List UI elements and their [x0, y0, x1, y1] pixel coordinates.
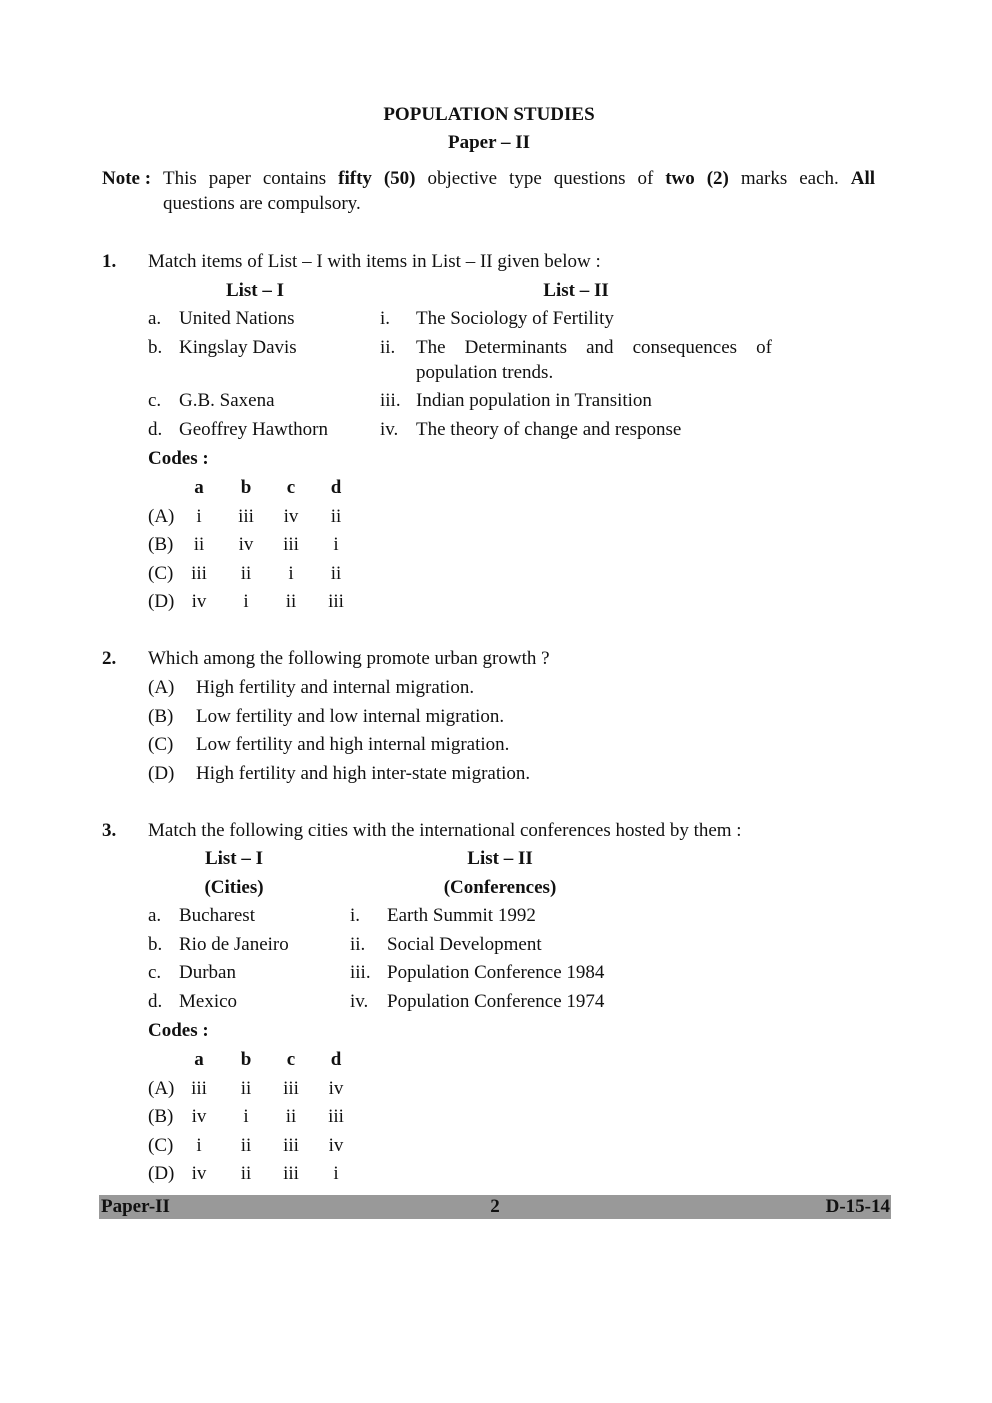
list-2-key: i. — [380, 308, 391, 329]
note-text: marks each. — [728, 168, 851, 189]
code-value: iii — [328, 1106, 344, 1128]
list-1-key: d. — [148, 991, 163, 1012]
question-text: Match items of List – I with items in List – II given below : — [148, 251, 601, 272]
codes-column-header: d — [330, 1049, 342, 1070]
paper-subtitle: Paper – II — [448, 132, 530, 153]
note-text: objective type questions of — [415, 168, 666, 189]
code-value: iii — [283, 1077, 299, 1099]
option-label: (B) — [148, 705, 174, 727]
list-1-item: G.B. Saxena — [179, 390, 275, 411]
page-footer — [99, 1195, 891, 1219]
question-number: 2. — [102, 648, 117, 669]
list-1-key: b. — [148, 337, 163, 358]
question-text: Which among the following promote urban growth ? — [148, 648, 550, 669]
codes-column-header: a — [194, 1049, 204, 1070]
code-option: (D) — [148, 1163, 175, 1185]
list-1-item: Durban — [179, 962, 236, 983]
list-2-item: Population Conference 1984 — [387, 962, 605, 983]
footer-page-number: 2 — [490, 1196, 500, 1217]
code-value: iii — [191, 1077, 207, 1099]
code-value: iv — [238, 534, 254, 556]
list-1-key: d. — [148, 419, 163, 440]
list-1-item: Bucharest — [179, 905, 255, 926]
code-option: (C) — [148, 562, 174, 584]
codes-column-header: c — [286, 477, 296, 498]
option-text: Low fertility and low internal migration. — [196, 705, 505, 727]
code-value: ii — [285, 1106, 297, 1128]
codes-column-header: b — [240, 477, 252, 498]
code-value: iv — [191, 1106, 207, 1128]
code-value: iii — [283, 1163, 299, 1185]
list-2-key: i. — [350, 905, 361, 926]
list-1-key: c. — [148, 962, 162, 983]
code-value: i — [243, 1106, 249, 1128]
code-value: ii — [285, 591, 297, 613]
list-2-item-continued: population trends. — [416, 362, 554, 383]
question-number: 3. — [102, 820, 117, 841]
list-2-item: The Sociology of Fertility — [416, 308, 614, 329]
list-2-item: Earth Summit 1992 — [387, 905, 536, 926]
list-2-key: iv. — [350, 991, 369, 1012]
code-option: (A) — [148, 1077, 175, 1099]
list-1-header: List – I — [204, 848, 264, 869]
footer-code: D-15-14 — [825, 1196, 890, 1217]
code-value: i — [333, 534, 339, 556]
question-number: 1. — [102, 251, 117, 272]
list-2-item: The Determinants and consequences of — [416, 337, 772, 358]
list-1-item: Mexico — [179, 991, 238, 1012]
list-2-key: ii. — [350, 934, 366, 955]
option-text: Low fertility and high internal migration. — [196, 734, 510, 756]
list-2-key: iii. — [350, 962, 371, 983]
list-2-item: Social Development — [387, 934, 542, 955]
code-option: (C) — [148, 1134, 174, 1156]
note-bold: fifty (50) — [338, 168, 416, 189]
code-value: iv — [283, 505, 299, 527]
code-value: ii — [330, 505, 342, 527]
list-2-header: List – II — [543, 280, 609, 301]
code-value: ii — [240, 1134, 252, 1156]
codes-column-header: c — [286, 1049, 296, 1070]
list-1-key: c. — [148, 390, 162, 411]
list-1-item: Rio de Janeiro — [179, 934, 289, 955]
code-value: i — [243, 591, 249, 613]
note-text: This paper contains — [163, 168, 339, 189]
list-1-key: a. — [148, 905, 162, 926]
list-1-header: List – I — [225, 280, 285, 301]
code-value: i — [333, 1163, 339, 1185]
code-value: iv — [191, 591, 207, 613]
codes-column-header: d — [330, 477, 342, 498]
code-value: iv — [328, 1077, 344, 1099]
code-value: iii — [283, 534, 299, 556]
option-label: (D) — [148, 762, 175, 784]
list-1-key: b. — [148, 934, 163, 955]
list-1-item: Geoffrey Hawthorn — [179, 419, 328, 440]
option-text: High fertility and internal migration. — [196, 677, 475, 698]
codes-column-header: a — [194, 477, 204, 498]
code-value: iv — [328, 1134, 344, 1156]
paper-title: POPULATION STUDIES — [383, 104, 595, 125]
codes-label: Codes : — [148, 1020, 209, 1041]
list-2-header: List – II — [467, 848, 533, 869]
list-2-item: Indian population in Transition — [416, 390, 652, 411]
code-value: ii — [240, 562, 252, 584]
code-value: i — [288, 562, 294, 584]
note-label: Note : — [102, 168, 152, 189]
question-text: Match the following cities with the international conferences hosted by them : — [148, 820, 742, 841]
code-value: ii — [240, 1077, 252, 1099]
code-value: iii — [283, 1134, 299, 1156]
list-2-item: Population Conference 1974 — [387, 991, 605, 1012]
code-option: (B) — [148, 1106, 174, 1128]
codes-column-header: b — [240, 1049, 252, 1070]
note-bold: two (2) — [665, 168, 729, 189]
footer-paper: Paper-II — [101, 1196, 170, 1217]
note-bold: All — [850, 168, 875, 189]
option-text: High fertility and high inter-state migration. — [196, 762, 531, 784]
list-2-item: The theory of change and response — [416, 419, 682, 440]
code-value: iii — [238, 505, 254, 527]
list-1-subheader: (Cities) — [204, 877, 264, 898]
list-1-item: United Nations — [179, 308, 295, 329]
code-option: (B) — [148, 534, 174, 556]
code-value: i — [196, 505, 202, 527]
code-value: ii — [240, 1163, 252, 1185]
code-option: (D) — [148, 591, 175, 613]
code-value: i — [196, 1134, 202, 1156]
code-value: ii — [330, 562, 342, 584]
note-line-2: questions are compulsory. — [163, 193, 361, 214]
list-1-item: Kingslay Davis — [179, 337, 297, 358]
option-label: (C) — [148, 734, 174, 756]
code-value: iii — [191, 562, 207, 584]
code-option: (A) — [148, 505, 175, 527]
list-1-key: a. — [148, 308, 162, 329]
code-value: iii — [328, 591, 344, 613]
codes-label: Codes : — [148, 448, 209, 469]
list-2-key: iv. — [380, 419, 399, 440]
list-2-subheader: (Conferences) — [443, 877, 557, 898]
list-2-key: ii. — [380, 337, 396, 358]
code-value: ii — [193, 534, 205, 556]
option-label: (A) — [148, 677, 175, 698]
list-2-key: iii. — [380, 390, 401, 411]
note-line-1 — [163, 167, 875, 191]
code-value: iv — [191, 1163, 207, 1185]
